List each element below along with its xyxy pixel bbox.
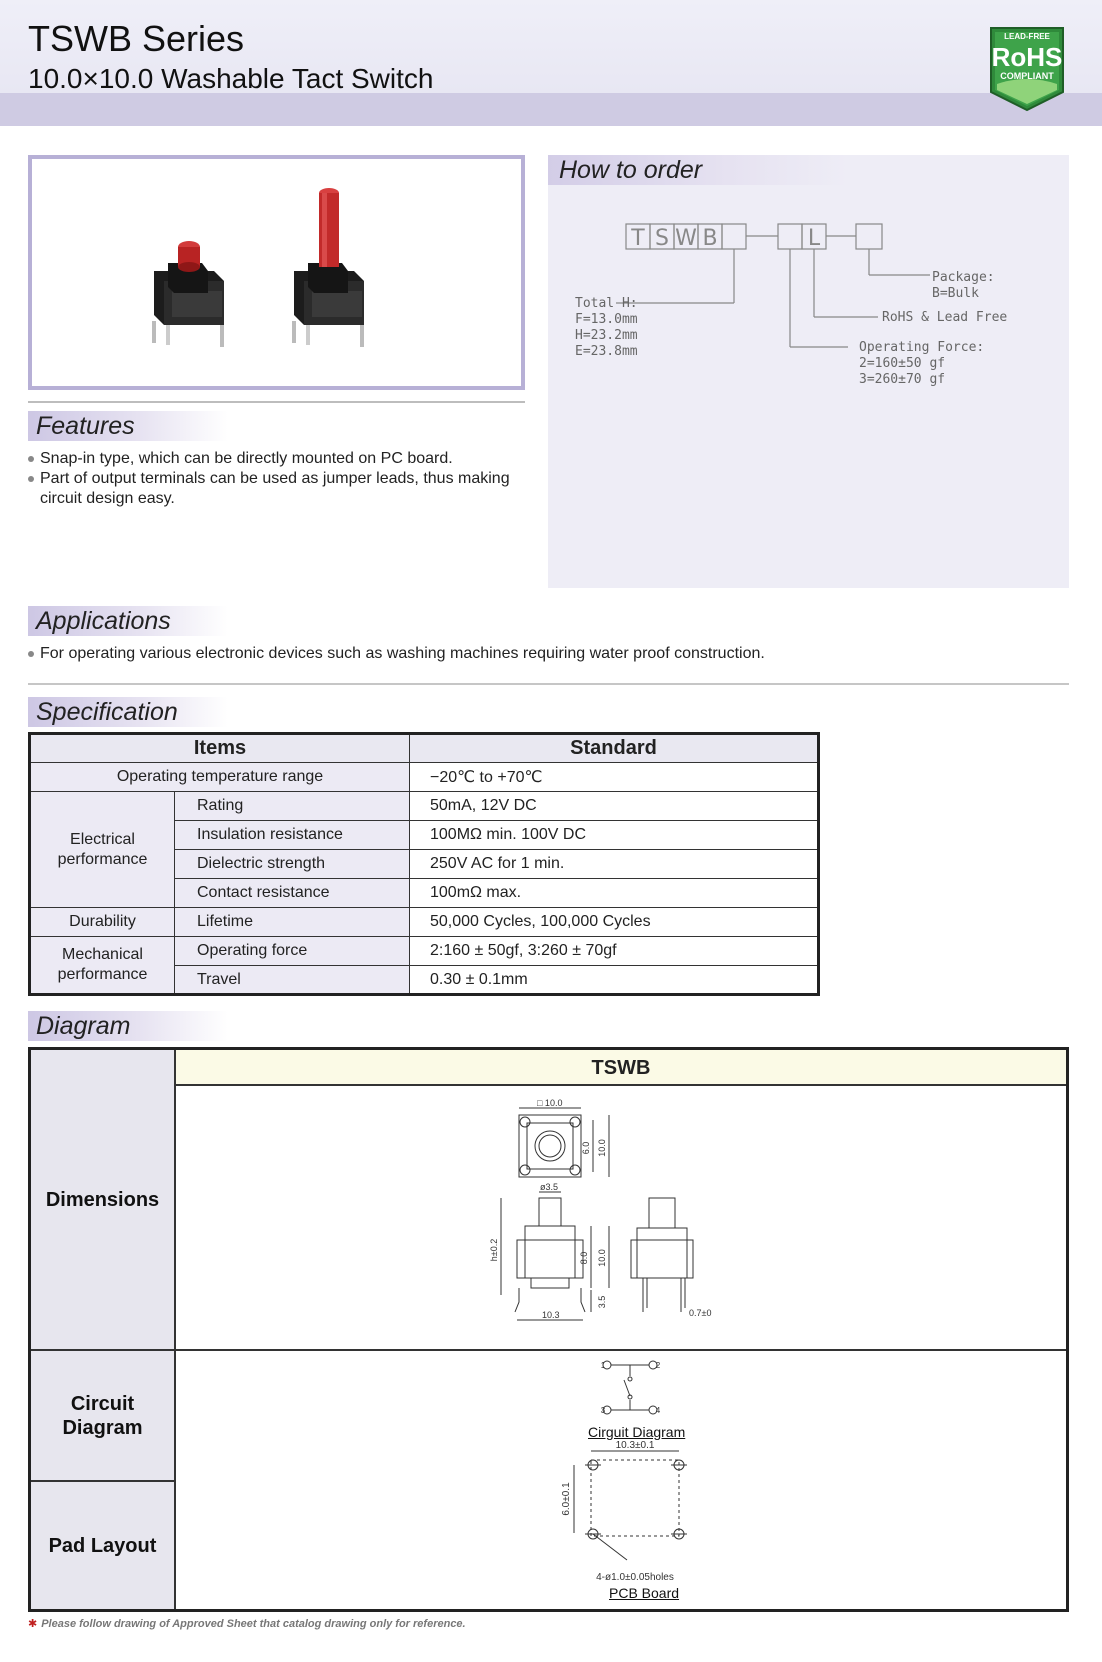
svg-text:□ 10.0: □ 10.0 bbox=[537, 1098, 563, 1108]
how-to-order-panel bbox=[548, 155, 1069, 588]
spec-value: 100MΩ min. 100V DC bbox=[410, 821, 819, 850]
svg-text:1: 1 bbox=[600, 1361, 606, 1370]
spec-value: 50mA, 12V DC bbox=[410, 792, 819, 821]
divider bbox=[28, 683, 1069, 685]
spec-value: 50,000 Cycles, 100,000 Cycles bbox=[410, 908, 819, 937]
order-code-diagram bbox=[548, 155, 1069, 588]
spec-item: Operating temperature range bbox=[30, 763, 410, 792]
column-header-items: Items bbox=[30, 734, 410, 763]
svg-text:4-ø1.0±0.05holes: 4-ø1.0±0.05holes bbox=[596, 1572, 674, 1583]
svg-text:3: 3 bbox=[600, 1406, 606, 1415]
spec-value: 250V AC for 1 min. bbox=[410, 850, 819, 879]
svg-text:3=260±70 gf: 3=260±70 gf bbox=[859, 372, 946, 387]
spec-item: Dielectric strength bbox=[175, 850, 410, 879]
spec-item: Travel bbox=[175, 966, 410, 995]
switch-long-cap bbox=[292, 188, 364, 347]
product-photo bbox=[28, 155, 525, 390]
spec-item: Operating force bbox=[175, 937, 410, 966]
diagram-table bbox=[28, 1047, 1069, 1612]
page-header bbox=[0, 0, 1102, 126]
divider bbox=[28, 401, 525, 403]
features-list bbox=[28, 449, 548, 509]
circuit-label: Circuit Diagram bbox=[31, 1351, 176, 1480]
svg-text:T: T bbox=[631, 226, 645, 251]
list-item: For operating various electronic devices such as washing machines requiring water proof construction. bbox=[28, 644, 1028, 664]
svg-text:0.7±0: 0.7±0 bbox=[689, 1308, 712, 1318]
svg-text:L: L bbox=[807, 226, 821, 251]
svg-text:h±0.2: h±0.2 bbox=[489, 1238, 499, 1262]
svg-text:10.3: 10.3 bbox=[542, 1310, 560, 1320]
technical-drawing bbox=[31, 1050, 1066, 1609]
asterisk-icon: ✱ bbox=[28, 1618, 38, 1630]
svg-text:2: 2 bbox=[655, 1361, 661, 1370]
svg-text:3.5: 3.5 bbox=[597, 1295, 607, 1309]
pad-caption: PCB Board bbox=[609, 1585, 680, 1601]
svg-text:COMPLIANT: COMPLIANT bbox=[1000, 71, 1054, 81]
table-row bbox=[30, 937, 819, 966]
applications-heading: Applications bbox=[28, 606, 228, 636]
table-row bbox=[30, 908, 819, 937]
svg-text:6.0: 6.0 bbox=[581, 1141, 591, 1155]
table-row bbox=[30, 763, 819, 792]
pad-layout-label: Pad Layout bbox=[31, 1482, 176, 1609]
svg-text:E=23.8mm: E=23.8mm bbox=[575, 344, 638, 359]
spec-group: Durability bbox=[30, 908, 175, 937]
svg-text:B=Bulk: B=Bulk bbox=[932, 286, 979, 301]
svg-text:RoHS: RoHS bbox=[991, 42, 1063, 72]
svg-text:W: W bbox=[675, 226, 697, 251]
dimensions-label: Dimensions bbox=[31, 1050, 176, 1349]
spec-value: 2:160 ± 50gf, 3:260 ± 70gf bbox=[410, 937, 819, 966]
series-subtitle: 10.0×10.0 Washable Tact Switch bbox=[28, 63, 434, 94]
svg-text:10.3±0.1: 10.3±0.1 bbox=[615, 1440, 655, 1451]
circuit-caption: Cirguit Diagram bbox=[588, 1424, 686, 1440]
footnote-text: Please follow drawing of Approved Sheet that catalog drawing only for reference. bbox=[41, 1618, 466, 1630]
model-title: TSWB bbox=[176, 1050, 1066, 1086]
rohs-badge-icon bbox=[987, 24, 1067, 112]
svg-text:10.0: 10.0 bbox=[597, 1249, 607, 1267]
applications-list bbox=[28, 644, 1028, 664]
svg-text:ø3.5: ø3.5 bbox=[540, 1182, 559, 1192]
spec-group: Electrical performance bbox=[30, 792, 175, 908]
svg-text:RoHS & Lead Free: RoHS & Lead Free bbox=[882, 310, 1008, 325]
spec-value: 0.30 ± 0.1mm bbox=[410, 966, 819, 995]
spec-value: 100mΩ max. bbox=[410, 879, 819, 908]
series-title: TSWB Series bbox=[28, 18, 245, 59]
spec-item: Rating bbox=[175, 792, 410, 821]
svg-text:10.0: 10.0 bbox=[597, 1139, 607, 1157]
svg-text:B: B bbox=[702, 226, 718, 251]
specification-heading: Specification bbox=[28, 697, 228, 727]
list-item: Snap-in type, which can be directly mounted on PC board. bbox=[28, 449, 548, 469]
diagram-heading: Diagram bbox=[28, 1011, 228, 1041]
table-row bbox=[30, 792, 819, 821]
table-header-row bbox=[30, 734, 819, 763]
list-item: Part of output terminals can be used as jumper leads, thus making circuit design easy. bbox=[28, 469, 548, 509]
svg-text:2=160±50 gf: 2=160±50 gf bbox=[859, 356, 946, 371]
how-to-order-heading: How to order bbox=[548, 155, 848, 185]
svg-text:Operating Force:: Operating Force: bbox=[859, 340, 985, 355]
spec-item: Lifetime bbox=[175, 908, 410, 937]
spec-group: Mechanical performance bbox=[30, 937, 175, 995]
svg-text:LEAD-FREE: LEAD-FREE bbox=[1004, 32, 1050, 41]
specification-table bbox=[28, 732, 820, 996]
spec-value: −20℃ to +70℃ bbox=[410, 763, 819, 792]
svg-text:8.0: 8.0 bbox=[579, 1251, 589, 1265]
svg-text:S: S bbox=[655, 226, 669, 251]
svg-text:Total H:: Total H: bbox=[575, 296, 638, 311]
switch-short-cap bbox=[152, 241, 224, 347]
column-header-standard: Standard bbox=[410, 734, 819, 763]
spec-item: Insulation resistance bbox=[175, 821, 410, 850]
features-heading: Features bbox=[28, 411, 228, 441]
svg-text:Package:: Package: bbox=[932, 270, 995, 285]
svg-text:6.0±0.1: 6.0±0.1 bbox=[561, 1482, 572, 1516]
product-illustration bbox=[32, 159, 521, 386]
svg-text:H=23.2mm: H=23.2mm bbox=[575, 328, 638, 343]
footnote bbox=[28, 1617, 466, 1630]
svg-text:F=13.0mm: F=13.0mm bbox=[575, 312, 638, 327]
spec-item: Contact resistance bbox=[175, 879, 410, 908]
svg-text:4: 4 bbox=[655, 1406, 661, 1415]
